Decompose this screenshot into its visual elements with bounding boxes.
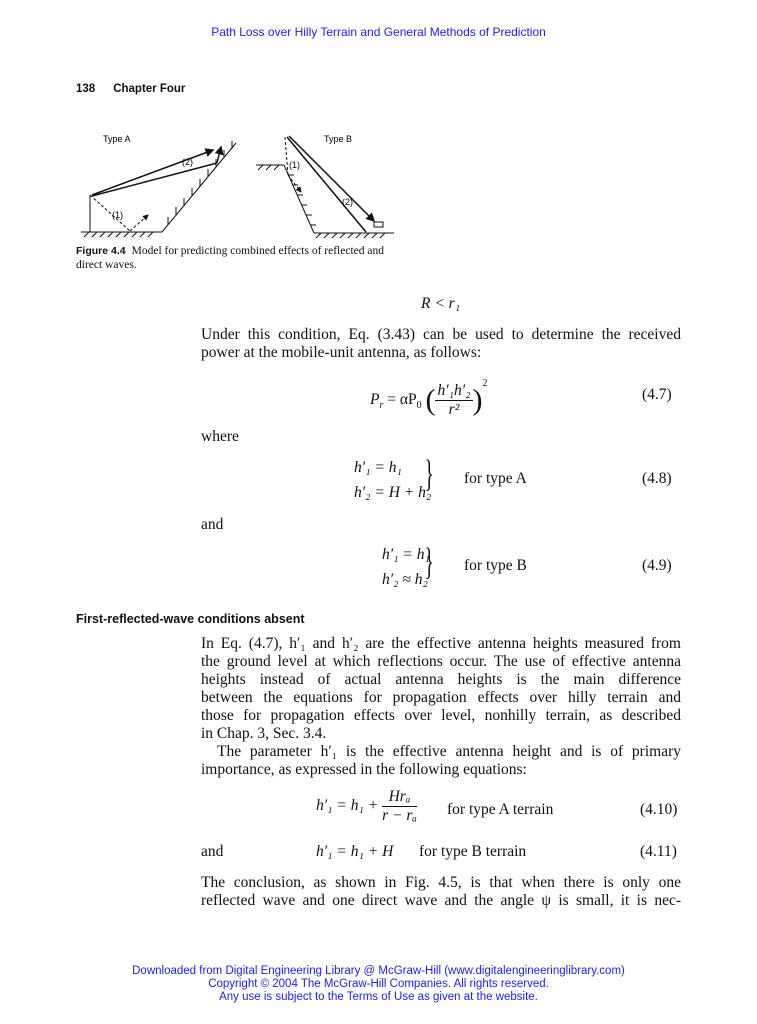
section-heading: First-reflected-wave conditions absent <box>76 612 305 626</box>
para1-line: power at the mobile-unit antenna, as follows: <box>201 344 482 361</box>
figure-caption <box>76 244 398 272</box>
chapter-label: Chapter Four <box>113 83 186 95</box>
equation-number: (4.8) <box>642 470 672 487</box>
and-label: and <box>201 516 224 533</box>
page-number: 138 <box>76 83 96 95</box>
equation-number: (4.9) <box>642 557 672 574</box>
footer-copyright[interactable]: Copyright © 2004 The McGraw-Hill Companies. All rights reserved. <box>208 978 549 990</box>
equation-number: (4.10) <box>640 801 678 818</box>
right-brace: } <box>424 453 434 495</box>
equation-4-8-condition: for type A <box>464 470 527 487</box>
equation-4-10-condition: for type A terrain <box>447 801 554 818</box>
para2-line: in Chap. 3, Sec. 3.4. <box>201 725 327 742</box>
equation-4-8-line1: h′₁ = h₁ <box>354 459 402 476</box>
type-b-ray2-label: (2) <box>342 197 353 207</box>
footer-terms-link[interactable]: Any use is subject to the Terms of Use as given at the website. <box>219 991 538 1003</box>
equation-4-10: h′₁ = h₁ + $\frac{\text{Hrₐ}}{\text{r − rₐ}}$ <box>316 788 417 824</box>
right-brace: } <box>424 541 434 583</box>
running-head <box>76 83 203 95</box>
where-label: where <box>201 428 239 445</box>
para4-line: reflected wave and one direct wave and the angle ψ is small, it is nec- <box>201 892 681 909</box>
condition-equation: R < r₁ <box>421 295 461 312</box>
equation-4-11: h′₁ = h₁ + H <box>316 843 394 860</box>
page-footer <box>0 965 757 1004</box>
equation-4-7: $P_r = \alpha P_0$ ( $\frac{\text{h′₁h′₂}}{\text{r²}}$ )$^2$ <box>370 378 488 418</box>
equation-4-8-line2: h′₂ = H + h₂ <box>354 484 432 501</box>
type-b-ray1-label: (1) <box>289 160 300 170</box>
figure-caption-label: Figure 4.4 <box>76 245 126 257</box>
equation-4-9-condition: for type B <box>464 557 527 574</box>
para4-line: The conclusion, as shown in Fig. 4.5, is that when there is only one <box>201 874 681 891</box>
para3-line: The parameter h′₁ is the effective antenna height and is of primary <box>217 743 681 760</box>
equation-number: (4.7) <box>642 386 672 403</box>
equation-4-9-line1: h′₁ = h₁ <box>382 546 430 563</box>
type-a-ray2-label: (2) <box>182 157 193 167</box>
para3-line: importance, as expressed in the following equations: <box>201 761 527 778</box>
para2-line: those for propagation effects over level, nonhilly terrain, as described <box>201 707 681 724</box>
equation-4-11-condition: for type B terrain <box>419 843 527 860</box>
figure-caption-text: Model for predicting combined effects of reflected and direct waves. <box>76 245 384 271</box>
type-b-label: Type B <box>324 134 353 144</box>
para2-line: In Eq. (4.7), h′₁ and h′₂ are the effective antenna heights measured from <box>201 635 681 652</box>
figure-4-4-diagram <box>76 125 396 240</box>
and-label: and <box>201 843 224 860</box>
footer-download-link[interactable]: Downloaded from Digital Engineering Library @ McGraw-Hill (www.digitalengineeringlibrary.com) <box>132 965 625 977</box>
type-a-label: Type A <box>103 134 131 144</box>
para2-line: between the equations for propagation effects over hilly terrain and <box>201 689 681 706</box>
para1-line: Under this condition, Eq. (3.43) can be used to determine the received <box>201 326 681 343</box>
para2-line: the ground level at which reflections occur. The use of effective antenna <box>201 653 681 670</box>
type-a-ray1-label: (1) <box>112 210 123 220</box>
equation-4-9-line2: h′₂ ≈ h₂ <box>382 571 428 588</box>
equation-number: (4.11) <box>640 843 677 860</box>
para2-line: heights instead of actual antenna heights is the main difference <box>201 671 681 688</box>
page-header-title[interactable]: Path Loss over Hilly Terrain and General Methods of Prediction <box>211 25 546 39</box>
